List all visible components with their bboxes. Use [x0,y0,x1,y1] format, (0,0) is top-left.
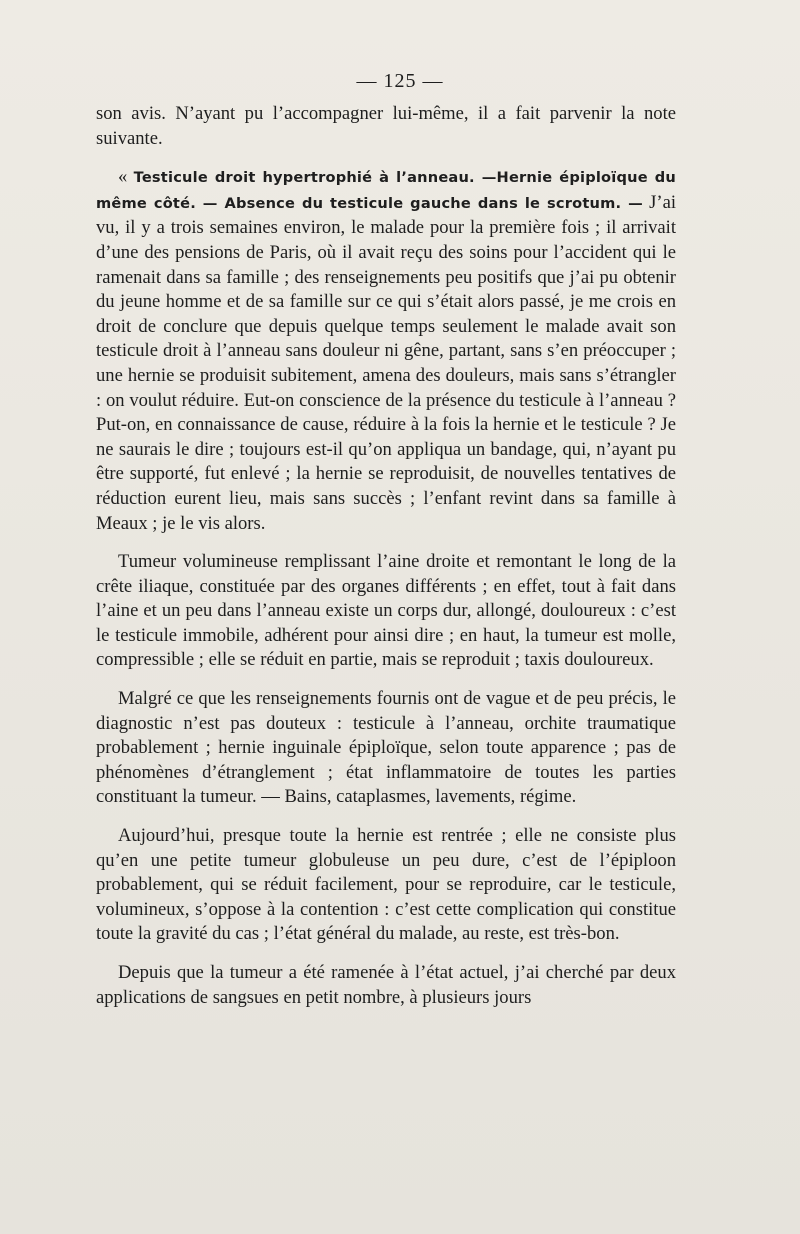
paragraph-intro: son avis. N’ayant pu l’accompagner lui-même, il a fait parvenir la note suivante. [96,103,676,149]
body-text [96,102,676,1010]
quote-mark: « [118,166,134,188]
paragraph-aujourdhui: Aujourd’hui, presque toute la hernie est rentrée ; elle ne consiste plus qu’en une petite tumeur globuleuse un peu dure, c’est de l’épiploon probablement, qui se réduit facilement, pour se reproduire, car le testicule, volumineux, s’oppose à la contention : c’est cette complication qui constitue toute la gravité du cas ; l’état général du malade, au reste, est très-bon. [96,825,676,945]
page-number: — 125 — [356,70,444,92]
case-text: J’ai vu, il y a trois semaines environ, le malade pour la première fois ; il arrivait d’une des pensions de Paris, où il avait reçu des soins pour l’accident qui le ramenait dans sa famille ; des renseignements peu positifs que j’ai pu obtenir du jeune homme et de sa famille sur ce qui s’était alors passé, je me crois en droit de conclure que depuis quelque temps seulement le malade avait son testicule droit à l’anneau sans douleur ni gêne, partant, sans s’en préoccuper ; une hernie se produisit subitement, amena des douleurs, mais sans s’étrangler : on voulut réduire. Eut-on conscience de la présence du testicule à l’anneau ? Put-on, en connaissance de cause, réduire à la fois la hernie et le testicule ? Je ne saurais le dire ; toujours est-il qu’on appliqua un bandage, qui, n’ayant pu être supporté, fut enlevé ; la hernie se reproduisit, de nouvelles tentatives de réduction eurent lieu, mais sans succès ; l’enfant revint dans sa famille à Meaux ; je le vis alors. [96,191,677,534]
paragraph-depuis: Depuis que la tumeur a été ramenée à l’état actuel, j’ai cherché par deux applications de sangsues en petit nombre, à plusieurs jours [96,962,676,1008]
paragraph-case-note [96,165,676,536]
case-title: Testicule droit hypertrophié à l’anneau. —Hernie épiploïque du même côté. — Absence du testicule gauche dans le scrotum. — [96,169,676,212]
paragraph-diagnostic: Malgré ce que les renseignements fournis ont de vague et de peu précis, le diagnostic n’est pas douteux : testicule à l’anneau, orchite traumatique probablement ; hernie inguinale épiploïque, selon toute apparence ; pas de phénomènes d’étranglement ; état inflammatoire de toutes les parties constituant la tumeur. — Bains, cataplasmes, lavements, régime. [96,688,676,808]
paragraph-tumeur: Tumeur volumineuse remplissant l’aine droite et remontant le long de la crête iliaque, constituée par des organes différents ; en effet, tout à fait dans l’aine et un peu dans l’anneau existe un corps dur, allongé, douloureux : c’est le testicule immobile, adhérent pour ainsi dire ; en haut, la tumeur est molle, compressible ; elle se réduit en partie, mais se reproduit ; taxis douloureux. [96,551,676,671]
